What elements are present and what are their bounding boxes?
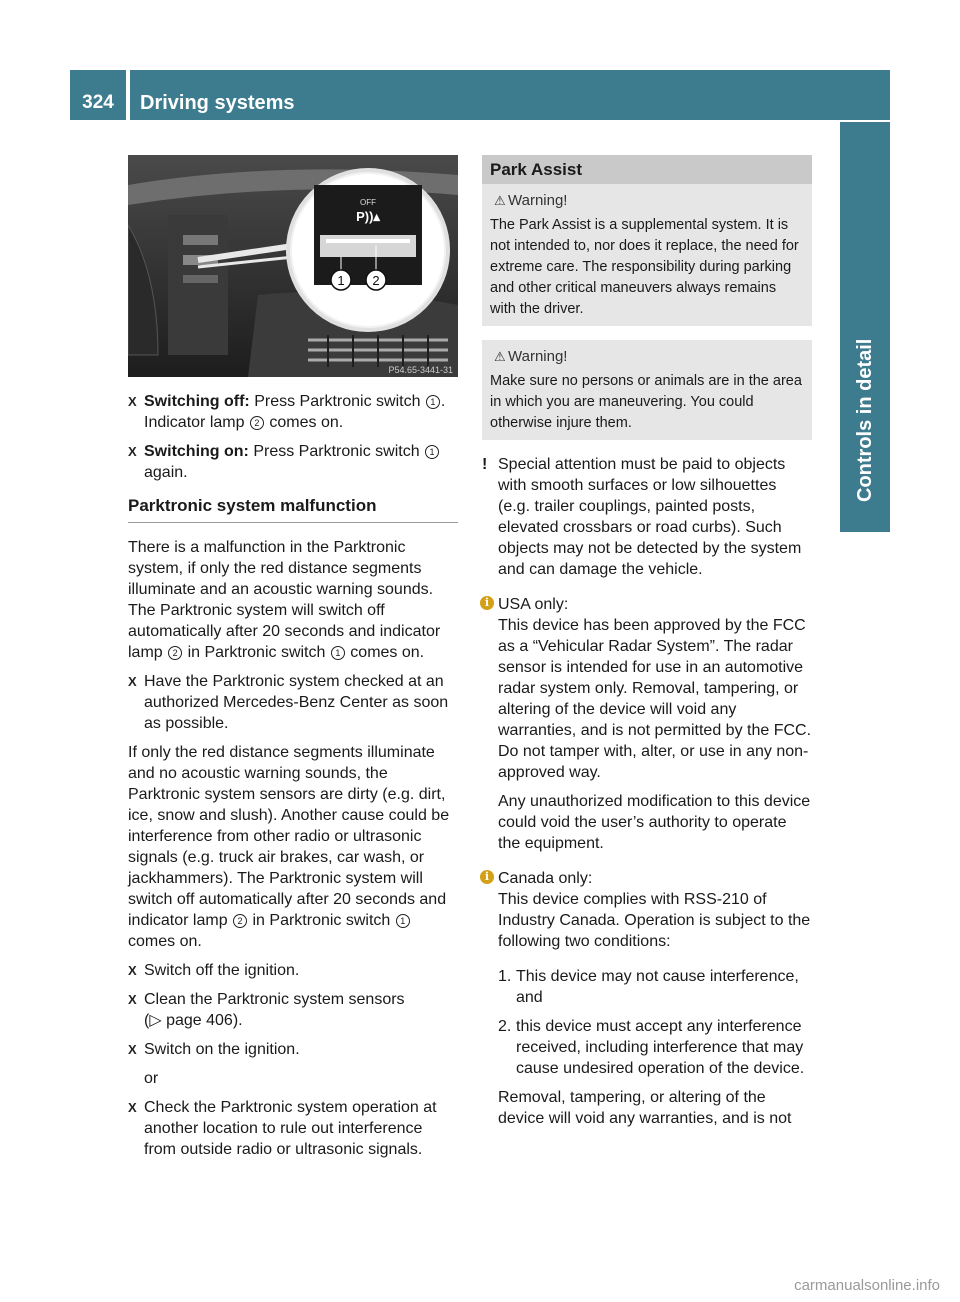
condition-item bbox=[482, 966, 812, 1008]
condition-number: 2. bbox=[498, 1018, 512, 1035]
parktronic-switch bbox=[320, 235, 416, 257]
step-arrow-icon: X bbox=[128, 444, 137, 459]
ref-2: 2 bbox=[233, 914, 247, 928]
info-icon: i bbox=[480, 870, 494, 884]
step-arrow-icon: X bbox=[128, 1100, 137, 1115]
paragraph-text: in Parktronic switch bbox=[248, 912, 395, 929]
step-text: again. bbox=[144, 464, 188, 481]
step-item bbox=[128, 671, 458, 734]
step-label: Switching on: bbox=[144, 443, 249, 460]
warning-label: Warning! bbox=[508, 348, 568, 365]
warning-text: Make sure no persons or animals are in the area in which you are maneuvering. You could otherwise injure them. bbox=[490, 373, 802, 431]
step-text: . bbox=[440, 393, 446, 410]
warning-text: The Park Assist is a supplemental system. It is not intended to, nor does it replace, the need for extreme care. The responsibility during parking and other critical maneuvers always remains with the driver. bbox=[490, 217, 799, 317]
paragraph-text: comes on. bbox=[345, 644, 425, 661]
step-text: Press Parktronic switch bbox=[249, 393, 425, 410]
condition-text: this device must accept any interference received, including interference that may cause undesired operation of the device. bbox=[516, 1018, 805, 1077]
condition-item bbox=[482, 1016, 812, 1079]
parktronic-symbol-text: P))▴ bbox=[356, 209, 380, 224]
ref-2: 2 bbox=[168, 646, 182, 660]
warning-title bbox=[490, 190, 804, 211]
paragraph-text: If only the red distance segments illuminate and no acoustic warning sounds, the Parktronic system sensors are dirty (e.g. dirt, ice, snow and slush). Another cause could be interference from other radio or ultrasonic signals (e.g. truck air brakes, car wash, or jackhammers). The Parktronic system will switch off automatically after 20 seconds and indicator lamp bbox=[128, 744, 450, 929]
ref-1: 1 bbox=[426, 395, 440, 409]
step-text: Check the Parktronic system operation at another location to rule out interference from outside radio or ultrasonic signals. bbox=[144, 1099, 437, 1158]
ref-1: 1 bbox=[425, 445, 439, 459]
attention-note bbox=[482, 454, 812, 580]
warning-title bbox=[490, 346, 804, 367]
step-text: Switch on the ignition. bbox=[144, 1041, 300, 1058]
step-switching-off bbox=[128, 391, 458, 433]
warning-triangle-icon: ⚠ bbox=[494, 193, 506, 208]
right-column bbox=[482, 155, 812, 1137]
step-item bbox=[128, 989, 458, 1031]
step-text: Switch off the ignition. bbox=[144, 962, 300, 979]
callout-2-label: 2 bbox=[372, 273, 380, 288]
step-item bbox=[128, 1097, 458, 1160]
step-text: Press Parktronic switch bbox=[248, 443, 425, 460]
condition-number: 1. bbox=[498, 968, 512, 985]
step-item bbox=[128, 960, 458, 981]
note-title: Canada only: bbox=[498, 870, 593, 887]
note-text: Any unauthorized modification to this device could void the user’s authority to operate the equipment. bbox=[498, 793, 811, 852]
note-text: This device has been approved by the FCC as a “Vehicular Radar System”. The radar sensor is intended for use in an automotive radar system only. Removal, tampering, or altering of the device will void any warranties, and is not permitted by the FCC. Do not tamper with, alter, or use in any non-approved way. bbox=[498, 617, 812, 781]
paragraph-text: in Parktronic switch bbox=[183, 644, 330, 661]
left-column bbox=[128, 155, 458, 1168]
step-arrow-icon: X bbox=[128, 963, 137, 978]
warning-triangle-icon: ⚠ bbox=[494, 349, 506, 364]
paragraph bbox=[128, 537, 458, 663]
note-text: Special attention must be paid to objects with smooth surfaces or low silhouettes (e.g. trailer couplings, painted posts, elevated crossbars or road curbs). Such objects may not be detected by the system and can damage the vehicle. bbox=[498, 456, 802, 578]
usa-info-note bbox=[482, 594, 812, 854]
header-separator bbox=[126, 70, 130, 120]
note-text: Removal, tampering, or altering of the device will void any warranties, and is not bbox=[498, 1089, 792, 1127]
watermark: carmanualsonline.info bbox=[794, 1277, 940, 1294]
page-number: 324 bbox=[82, 92, 114, 113]
step-text: Have the Parktronic system checked at an authorized Mercedes-Benz Center as soon as possible. bbox=[144, 673, 449, 732]
step-arrow-icon: X bbox=[128, 674, 137, 689]
step-label: Switching off: bbox=[144, 393, 250, 410]
step-arrow-icon: X bbox=[128, 1042, 137, 1057]
chapter-title: Driving systems bbox=[140, 92, 295, 114]
ref-2: 2 bbox=[250, 416, 264, 430]
warning-box bbox=[482, 184, 812, 326]
note-text: This device complies with RSS-210 of Industry Canada. Operation is subject to the following two conditions: bbox=[498, 891, 811, 950]
warning-label: Warning! bbox=[508, 192, 568, 209]
step-arrow-icon: X bbox=[128, 992, 137, 1007]
step-arrow-icon: X bbox=[128, 394, 137, 409]
canada-info-note bbox=[482, 868, 812, 952]
exclamation-icon: ! bbox=[482, 456, 488, 473]
step-item bbox=[128, 1039, 458, 1060]
step-text: Indicator lamp bbox=[144, 414, 249, 431]
paragraph-text: comes on. bbox=[128, 933, 202, 950]
side-tab-label: Controls in detail bbox=[854, 338, 876, 502]
park-assist-heading: Park Assist bbox=[482, 155, 812, 184]
step-text: Clean the Parktronic system sensors bbox=[144, 991, 405, 1008]
ref-1: 1 bbox=[396, 914, 410, 928]
condition-text: This device may not cause interference, and bbox=[516, 968, 799, 1006]
warning-box bbox=[482, 340, 812, 440]
callout-1-label: 1 bbox=[337, 273, 345, 288]
figure-code: P54.65-3441-31 bbox=[388, 365, 453, 375]
step-text: comes on. bbox=[264, 414, 344, 431]
or-text: or bbox=[144, 1070, 159, 1087]
switch-off-text: OFF bbox=[360, 198, 376, 207]
parktronic-switch-figure bbox=[128, 155, 458, 377]
step-switching-on bbox=[128, 441, 458, 483]
side-tab bbox=[840, 122, 890, 532]
section-heading: Parktronic system malfunction bbox=[128, 495, 458, 523]
page-reference[interactable]: (▷ page 406). bbox=[144, 1012, 243, 1029]
paragraph bbox=[128, 742, 458, 952]
info-icon: i bbox=[480, 596, 494, 610]
note-title: USA only: bbox=[498, 596, 569, 613]
paragraph-text: There is a malfunction in the Parktronic system, if only the red distance segments illuminate and an acoustic warning sounds. The Parktronic system will switch off automatically after 20 seconds and indicator lamp bbox=[128, 539, 441, 661]
ref-1: 1 bbox=[331, 646, 345, 660]
dashboard-illustration bbox=[128, 155, 458, 377]
